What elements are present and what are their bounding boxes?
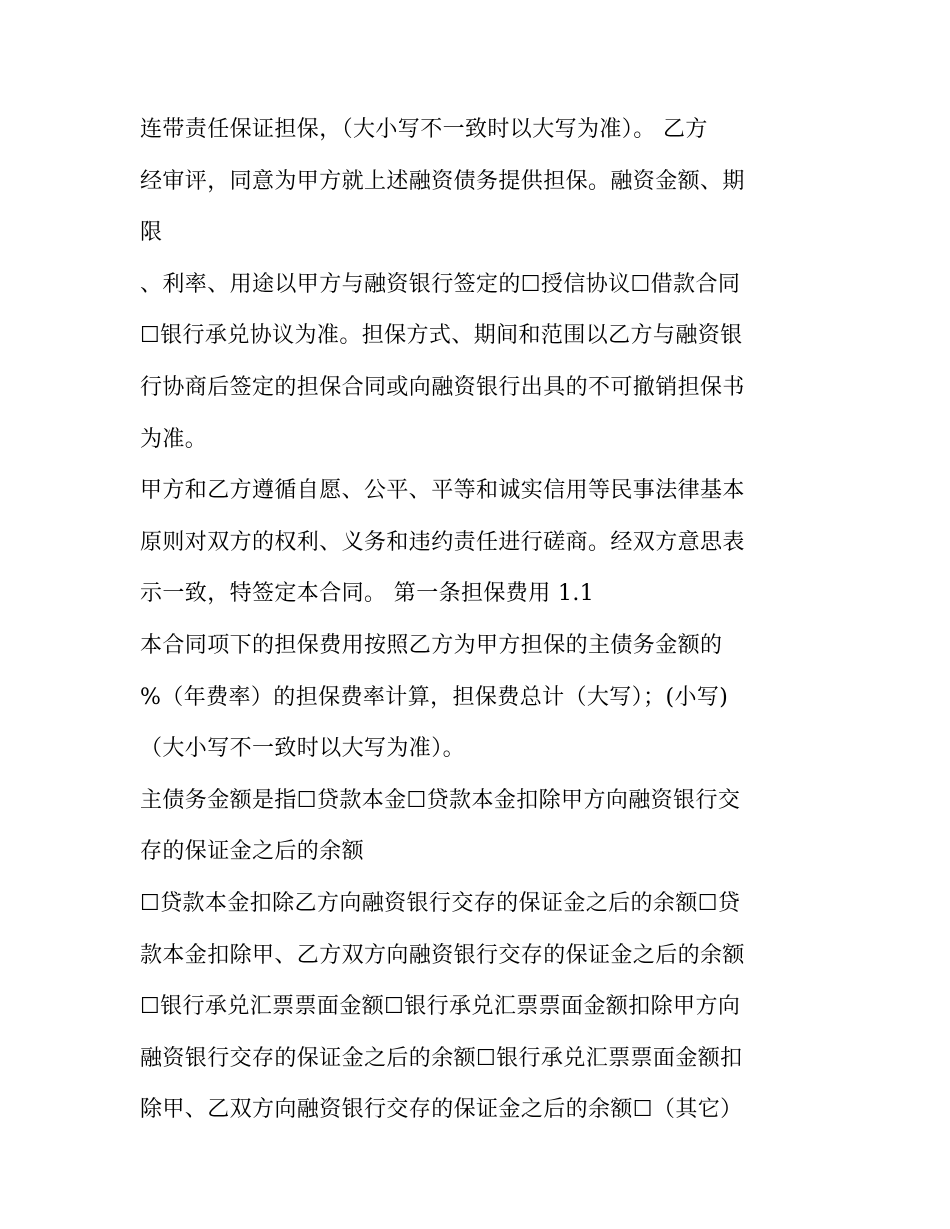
text-line-7: 为准。 xyxy=(140,426,208,452)
text-line-3: 限 xyxy=(140,220,163,246)
text-line-14: 主债务金额是指☐贷款本金☐贷款本金扣除甲方向融资银行交 xyxy=(140,787,741,813)
text-line-11: 本合同项下的担保费用按照乙方为甲方担保的主债务金额的 xyxy=(140,632,723,658)
text-line-12: %（年费率）的担保费率计算，担保费总计（大写）；(小写) xyxy=(140,684,729,710)
text-line-1: 连带责任保证担保，（大小写不一致时以大写为准）。 乙方 xyxy=(140,117,708,142)
text-line-9: 原则对双方的权利、义务和违约责任进行磋商。经双方意思表 xyxy=(140,529,745,555)
text-line-16: ☐贷款本金扣除乙方向融资银行交存的保证金之后的余额☐贷 xyxy=(140,890,741,916)
text-line-15: 存的保证金之后的余额 xyxy=(140,839,365,865)
text-line-18: ☐银行承兑汇票票面金额☐银行承兑汇票票面金额扣除甲方向 xyxy=(140,994,741,1020)
contract-body-text xyxy=(140,104,820,1136)
text-line-6: 行协商后签定的担保合同或向融资银行出具的不可撤销担保书 xyxy=(140,374,745,400)
text-line-4: 、利率、用途以甲方与融资银行签定的☐授信协议☐借款合同 xyxy=(140,271,741,297)
text-line-10: 示一致，特签定本合同。 第一条担保费用 1.1 xyxy=(140,581,595,607)
text-line-19: 融资银行交存的保证金之后的余额☐银行承兑汇票票面金额扣 xyxy=(140,1045,743,1071)
text-line-17: 款本金扣除甲、乙方双方向融资银行交存的保证金之后的余额 xyxy=(140,942,745,968)
text-line-2: 经审评，同意为甲方就上述融资债务提供担保。融资金额、期 xyxy=(140,168,745,194)
text-line-13: （大小写不一致时以大写为准）。 xyxy=(140,736,466,762)
text-line-5: ☐银行承兑协议为准。担保方式、期间和范围以乙方与融资银 xyxy=(140,323,743,349)
text-line-20: 除甲、乙双方向融资银行交存的保证金之后的余额☐（其它） xyxy=(140,1097,743,1123)
text-line-8: 甲方和乙方遵循自愿、公平、平等和诚实信用等民事法律基本 xyxy=(140,478,745,504)
